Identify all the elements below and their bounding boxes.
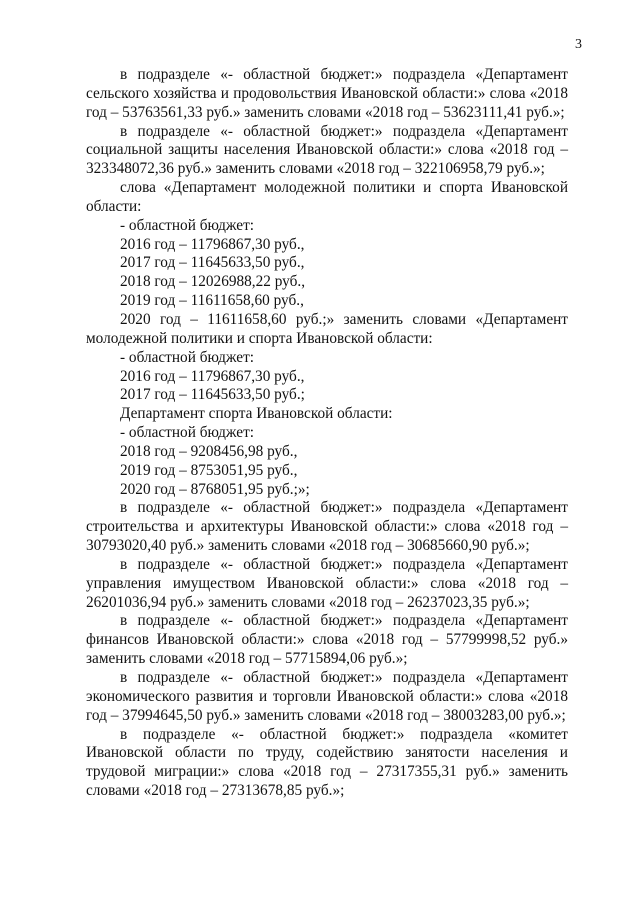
list-item-year-2018: 2018 год – 9208456,98 руб., bbox=[120, 442, 298, 460]
list-item-budget-heading: - областной бюджет: bbox=[120, 424, 255, 442]
list-item-year-2017: 2017 год – 11645633,50 руб., bbox=[120, 254, 305, 272]
page-number: 3 bbox=[575, 37, 582, 52]
list-item-year-2019: 2019 год – 8753051,95 руб., bbox=[120, 461, 298, 479]
list-item-budget-heading: - областной бюджет: bbox=[120, 216, 255, 234]
list-item-year-2019: 2019 год – 11611658,60 руб., bbox=[120, 292, 304, 310]
list-item-year-2016: 2016 год – 11796867,30 руб., bbox=[120, 367, 305, 385]
list-item-department-sport: Департамент спорта Ивановской области: bbox=[120, 405, 393, 423]
paragraph-property-management: в подразделе «- областной бюджет:» подраздела «Департамент управления имуществом Ивановской области:» слова «2018 год – 26201036,94 руб.» заменить словами «2018 год – 26237023,35 руб.»; bbox=[86, 555, 568, 611]
list-item-year-2020: 2020 год – 8768051,95 руб.;»; bbox=[120, 480, 310, 498]
paragraph-youth-policy-intro: слова «Департамент молодежной политики и спорта Ивановской области: bbox=[86, 179, 568, 215]
paragraph-labour-committee: в подразделе «- областной бюджет:» подраздела «комитет Ивановской области по труду, содействию занятости населения и трудовой миграции:» слова «2018 год – 27317355,31 руб.» заменить словами «2018 год – 27313678,85 руб.»; bbox=[86, 725, 568, 800]
paragraph-social-protection: в подразделе «- областной бюджет:» подраздела «Департамент социальной защиты населения Ивановской области:» слова «2018 год – 323348072,36 руб.» заменить словами «2018 год – 322106958,79 руб.»; bbox=[86, 122, 568, 178]
list-item-year-2017: 2017 год – 11645633,50 руб.; bbox=[120, 386, 305, 404]
list-item-year-2016: 2016 год – 11796867,30 руб., bbox=[120, 235, 305, 253]
paragraph-agriculture: в подразделе «- областной бюджет:» подраздела «Департамент сельского хозяйства и продовольствия Ивановской области:» слова «2018 год – 53763561,33 руб.» заменить словами «2018 год – 53623111,41 руб.»; bbox=[86, 66, 568, 121]
paragraph-economic-development: в подразделе «- областной бюджет:» подраздела «Департамент экономического развития и торговли Ивановской области:» слова «2018 год – 37994645,50 руб.» заменить словами «2018 год – 38003283,00 руб.»; bbox=[86, 669, 568, 724]
document-body bbox=[86, 66, 568, 801]
paragraph-youth-policy-replacement: 2020 год – 11611658,60 руб.;» заменить словами «Департамент молодежной политики и спорта Ивановской области: bbox=[86, 310, 568, 347]
list-item-year-2018: 2018 год – 12026988,22 руб., bbox=[120, 273, 306, 291]
list-item-budget-heading: - областной бюджет: bbox=[120, 348, 255, 366]
paragraph-finance: в подразделе «- областной бюджет:» подраздела «Департамент финансов Ивановской области:» слова «2018 год – 57799998,52 руб.» заменить словами «2018 год – 57715894,06 руб.»; bbox=[86, 612, 568, 668]
paragraph-construction: в подразделе «- областной бюджет:» подраздела «Департамент строительства и архитектуры Ивановской области:» слова «2018 год – 30793020,40 руб.» заменить словами «2018 год – 30685660,90 руб.»; bbox=[86, 499, 568, 555]
